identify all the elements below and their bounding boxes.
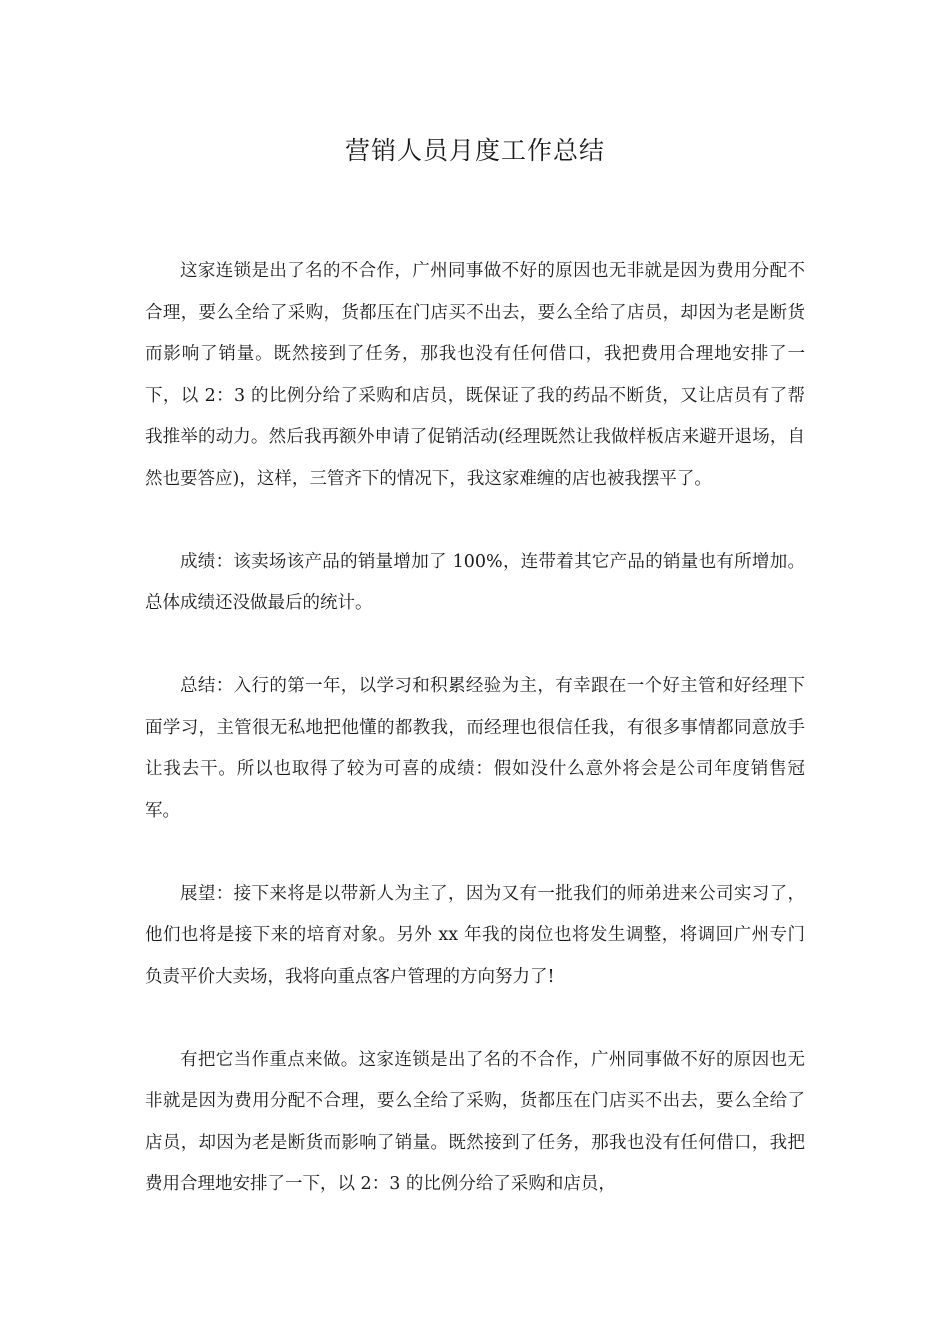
paragraph-summary: 总结：入行的第一年，以学习和积累经验为主，有幸跟在一个好主管和好经理下面学习，主管很无私地把他懂的都教我，而经理也很信任我，有很多事情都同意放手让我去干。所以也取得了较为可喜的成绩：假如没什么意外将会是公司年度销售冠军。 (145, 676, 805, 821)
paragraph-intro: 这家连锁是出了名的不合作，广州同事做不好的原因也无非就是因为费用分配不合理，要么全给了采购，货都压在门店买不出去，要么全给了店员，却因为老是断货而影响了销量。既然接到了任务，那我也没有任何借口，我把费用合理地安排了一下，以 2：3 的比例分给了采购和店员，既保证了我的药品不断货，又让店员有了帮我推举的动力。然后我再额外申请了促销活动(经理既然让我做样板店来避开退场，自然也要答应)，这样，三管齐下的情况下，我这家难缠的店也被我摆平了。 (145, 261, 805, 489)
document-title: 营销人员月度工作总结 (344, 136, 605, 165)
paragraph-results: 成绩：该卖场该产品的销量增加了 100%，连带着其它产品的销量也有所增加。总体成绩还没做最后的统计。 (145, 551, 805, 613)
document-body (145, 251, 805, 1247)
paragraph-outlook: 展望：接下来将是以带新人为主了，因为又有一批我们的师弟进来公司实习了，他们也将是接下来的培育对象。另外 xx 年我的岗位也将发生调整，将调回广州专门负责平价大卖场，我将向重点客户管理的方向努力了! (145, 883, 805, 987)
paragraph-continued: 有把它当作重点来做。这家连锁是出了名的不合作，广州同事做不好的原因也无非就是因为费用分配不合理，要么全给了采购，货都压在门店买不出去，要么全给了店员，却因为老是断货而影响了销量。既然接到了任务，那我也没有任何借口，我把费用合理地安排了一下，以 2：3 的比例分给了采购和店员， (145, 1049, 805, 1194)
